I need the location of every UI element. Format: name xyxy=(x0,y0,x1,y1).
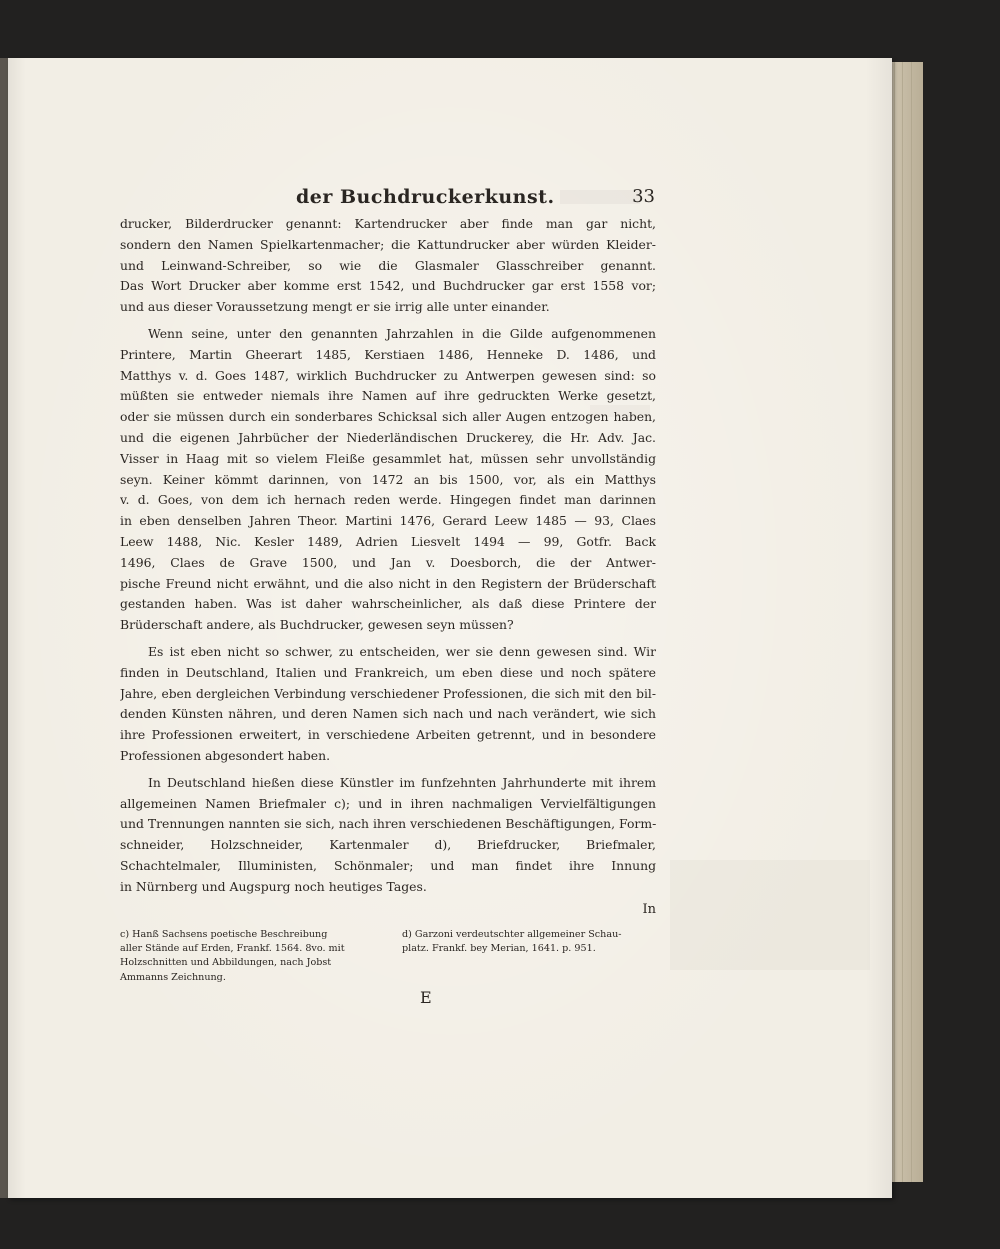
text-line: Es ist eben nicht so schwer, zu entscheiden, wer sie denn gewesen sind. Wir xyxy=(148,643,656,659)
text-line: denden Künsten nähren, und deren Namen sich nach und nach verändert, wie sich xyxy=(120,706,656,722)
signature-mark: E xyxy=(420,988,432,1007)
text-line: sondern den Namen Spielkartenmacher; die Kattundrucker aber würden Kleider- xyxy=(120,236,656,252)
text-line: in eben denselben Jahren Theor. Martini 1476, Gerard Leew 1485 — 93, Claes xyxy=(120,513,656,529)
text-line: pische Freund nicht erwähnt, und die also nicht in den Registern der Brüderschaft xyxy=(120,575,656,591)
text-line: Wenn seine, unter den genannten Jahrzahlen in die Gilde aufgenommenen xyxy=(148,325,656,341)
page-header xyxy=(120,186,655,212)
footnote-line: d) Garzoni verdeutschter allgemeiner Schau- xyxy=(402,929,622,940)
text-line: Matthys v. d. Goes 1487, wirklich Buchdrucker zu Antwerpen gewesen sind: so xyxy=(120,367,656,383)
paragraph xyxy=(120,324,656,636)
footnote-line: Holzschnitten und Abbildungen, nach Jobst xyxy=(120,957,332,969)
text-line: allgemeinen Namen Briefmaler c); und in ihren nachmaligen Vervielfältigungen xyxy=(120,795,656,811)
catchword: In xyxy=(642,902,656,917)
text-line: Das Wort Drucker aber komme erst 1542, und Buchdrucker gar erst 1558 vor; xyxy=(120,278,656,294)
text-line: v. d. Goes, von dem ich hernach reden werde. Hingegen findet man darinnen xyxy=(120,492,656,508)
text-line: oder sie müssen durch ein sonderbares Schicksal sich aller Augen entzogen haben, xyxy=(120,409,656,425)
text-line: und die eigenen Jahrbücher der Niederländischen Druckerey, die Hr. Adv. Jac. xyxy=(120,429,656,445)
text-line: und Trennungen nannten sie sich, nach ihren verschiedenen Beschäftigungen, Form- xyxy=(120,816,656,832)
text-line: ihre Professionen erweitert, in verschiedene Arbeiten getrennt, und in besondere xyxy=(120,727,656,743)
text-line: in Nürnberg und Augspurg noch heutiges Tages. xyxy=(120,878,427,894)
text-line: Schachtelmaler, Illuministen, Schönmaler; und man findet ihre Innung xyxy=(120,857,656,873)
footnote-line: Ammanns Zeichnung. xyxy=(120,971,226,983)
body-text xyxy=(120,214,656,904)
text-line: seyn. Keiner kömmt darinnen, von 1472 an bis 1500, vor, als ein Matthys xyxy=(120,471,656,487)
text-line: schneider, Holzschneider, Kartenmaler d), Briefdrucker, Briefmaler, xyxy=(120,837,656,853)
text-line: Brüderschaft andere, als Buchdrucker, gewesen seyn müssen? xyxy=(120,617,514,633)
text-line: Visser in Haag mit so vielem Fleiße gesammlet hat, müssen sehr unvollständig xyxy=(120,450,656,466)
text-line: müßten sie entweder niemals ihre Namen auf ihre gedruckten Werke gesetzt, xyxy=(120,388,656,404)
text-line: Jahre, eben dergleichen Verbindung verschiedener Professionen, die sich mit den bil- xyxy=(120,686,656,701)
text-line: gestanden haben. Was ist daher wahrscheinlicher, als daß diese Printere der xyxy=(120,596,656,612)
page-number: 33 xyxy=(632,186,655,207)
text-line: finden in Deutschland, Italien und Frankreich, um eben diese und noch spätere xyxy=(120,664,656,680)
footnote-c xyxy=(120,928,388,985)
text-line: Leew 1488, Nic. Kesler 1489, Adrien Liesvelt 1494 — 99, Gotfr. Back xyxy=(120,533,656,549)
footnote-line: platz. Frankf. bey Merian, 1641. p. 951. xyxy=(402,943,596,955)
text-line: drucker, Bilderdrucker genannt: Kartendrucker aber finde man gar nicht, xyxy=(120,216,656,231)
paragraph xyxy=(120,214,656,318)
text-line: Professionen abgesondert haben. xyxy=(120,747,331,763)
text-line: Printere, Martin Gheerart 1485, Kerstiaen 1486, Henneke D. 1486, und xyxy=(120,346,656,362)
paragraph xyxy=(120,642,656,767)
footnote-line: aller Stände auf Erden, Frankf. 1564. 8vo. mit xyxy=(120,943,345,955)
text-line: In Deutschland hießen diese Künstler im funfzehnten Jahrhunderte mit ihrem xyxy=(148,774,656,790)
running-title: der Buchdruckerkunst. xyxy=(296,186,555,208)
text-line: und aus dieser Voraussetzung mengt er sie irrig alle unter einander. xyxy=(120,299,550,315)
binding-shadow xyxy=(0,58,8,1198)
text-line: und Leinwand-Schreiber, so wie die Glasmaler Glasschreiber genannt. xyxy=(120,257,656,273)
paragraph xyxy=(120,773,656,898)
footnote-line: c) Hanß Sachsens poetische Beschreibung xyxy=(120,929,328,940)
text-line: 1496, Claes de Grave 1500, und Jan v. Doesborch, die der Antwer- xyxy=(120,554,656,570)
footnote-d xyxy=(402,928,664,956)
